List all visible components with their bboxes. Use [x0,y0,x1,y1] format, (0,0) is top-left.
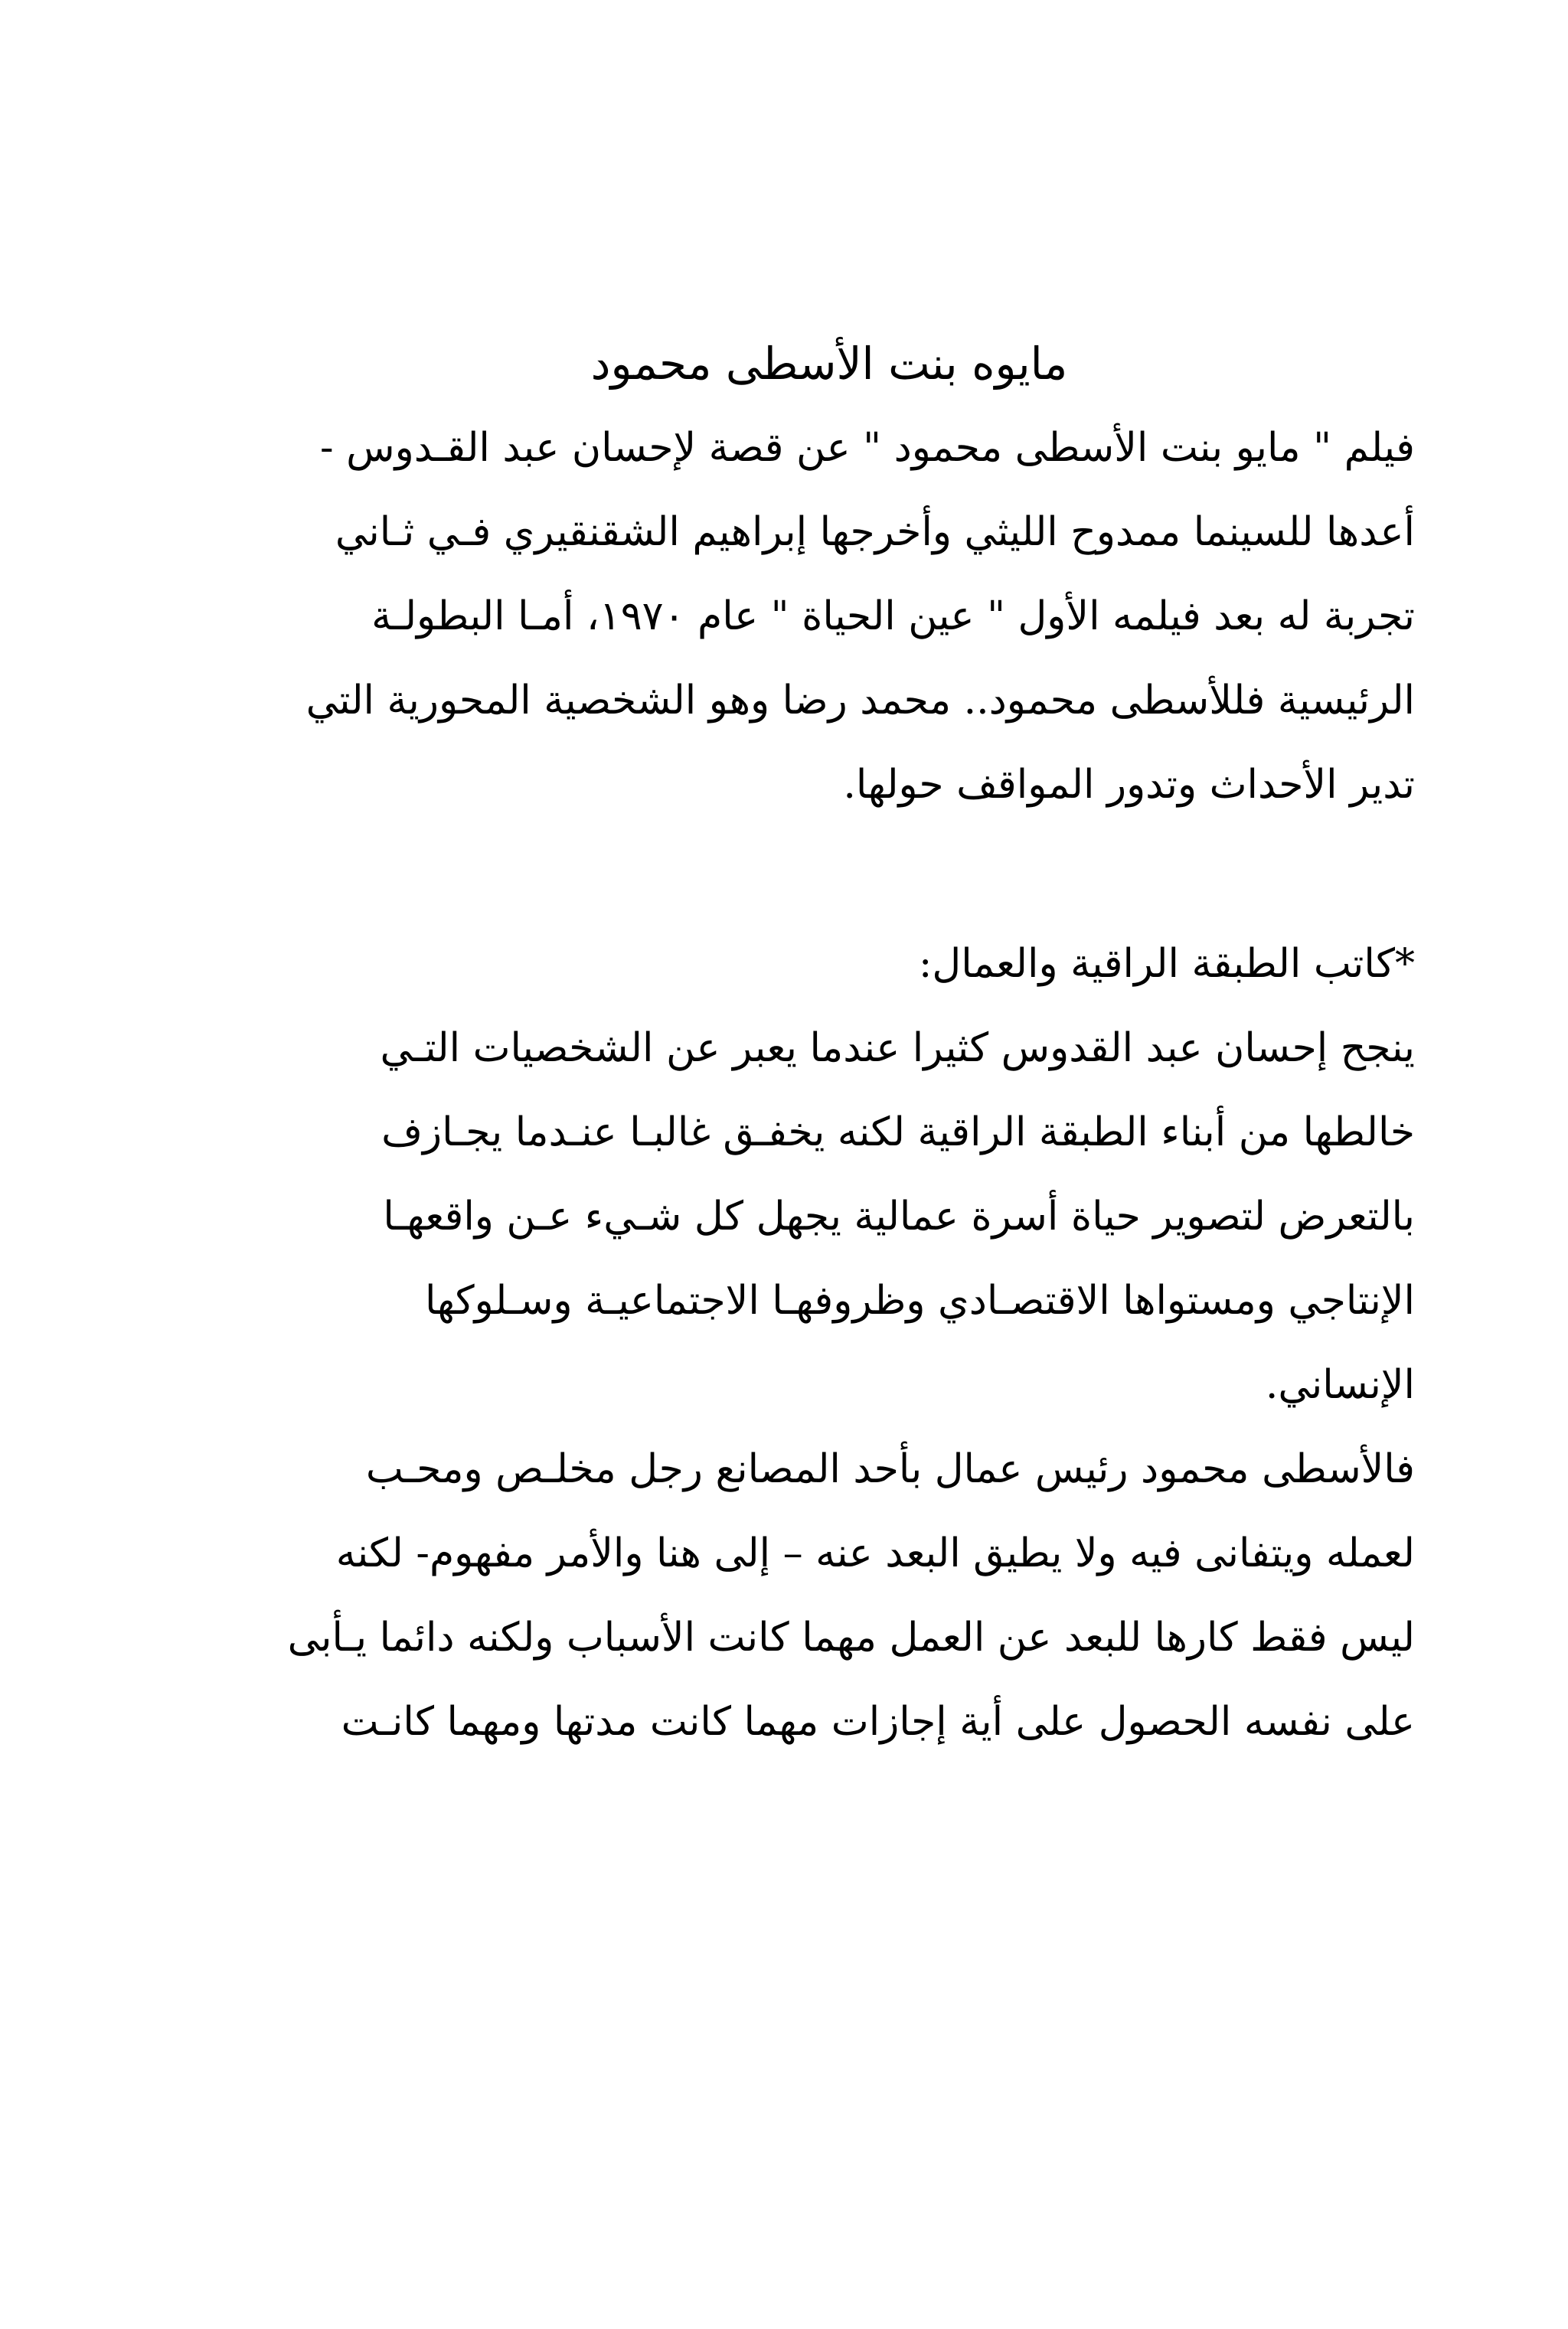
paragraph-line: فالأسطى محمود رئيس عمال بأحد المصانع رجل مخلـص ومحـب [365,1446,1415,1492]
document-body [243,322,1415,1764]
paragraph-foreman [243,1427,1415,1764]
paragraph-social-class [243,1006,1415,1427]
section-heading: *كاتب الطبقة الراقية والعمال: [918,941,1415,987]
paragraph-line: فيلم " مايو بنت الأسطى محمود " عن قصة لإحسان عبد القـدوس - [320,425,1415,471]
paragraph-line: ينجح إحسان عبد القدوس كثيرا عندما يعبر عن الشخصيات التـي [380,1025,1415,1071]
paragraph-line: لعمله ويتفانى فيه ولا يطيق البعد عنه – إلى هنا والأمر مفهوم- لكنه [335,1530,1415,1576]
paragraph-line: تجربة له بعد فيلمه الأول " عين الحياة " عام ١٩٧٠، أمـا البطولـة [371,593,1415,639]
paragraph-line: الإنتاجي ومستواها الاقتصـادي وظروفهـا الاجتماعيـة وسـلوكها [425,1278,1415,1324]
paragraph-line: خالطها من أبناء الطبقة الراقية لكنه يخفـق غالبـا عنـدما يجـازف [381,1109,1415,1155]
paragraph-line: تدير الأحداث وتدور المواقف حولها. [843,762,1415,808]
paragraph-line: الرئيسية فللأسطى محمود.. محمد رضا وهو الشخصية المحورية التي [305,678,1415,724]
paragraph-intro [243,406,1415,827]
paragraph-line: على نفسه الحصول على أية إجازات مهما كانت مدتها ومهما كانـت [341,1699,1415,1745]
document-title: مايوه بنت الأسطى محمود [590,338,1068,390]
paragraph-line: ليس فقط كارها للبعد عن العمل مهما كانت الأسباب ولكنه دائما يـأبى [287,1615,1415,1661]
paragraph-line: الإنساني. [1265,1362,1415,1408]
paragraph-line: بالتعرض لتصوير حياة أسرة عمالية يجهل كل شـيء عـن واقعهـا [383,1194,1415,1240]
paragraph-gap [243,827,1415,922]
paragraph-line: أعدها للسينما ممدوح الليثي وأخرجها إبراهيم الشقنقيري فـي ثـاني [335,509,1415,555]
